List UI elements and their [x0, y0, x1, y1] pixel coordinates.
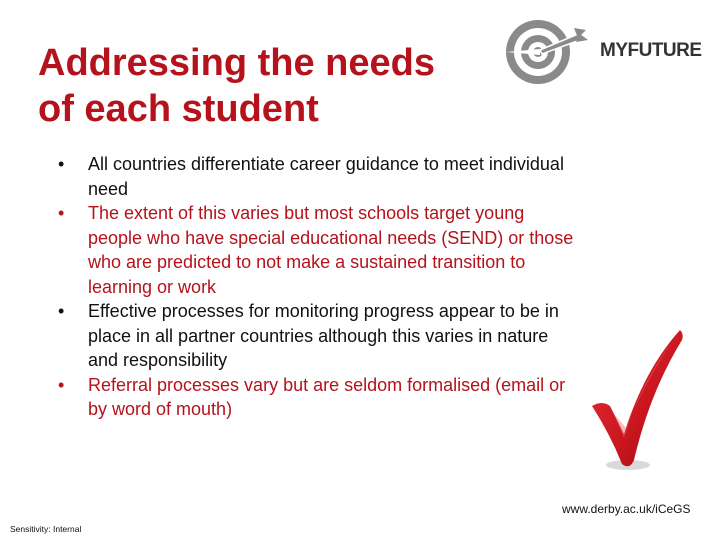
title-line-1: Addressing the needs: [38, 42, 435, 84]
target-arrow-icon: [500, 14, 590, 88]
bullet-text: Effective processes for monitoring progress appear to be in place in all partner countries although this varies in nature and responsibility: [88, 301, 559, 370]
checkmark-icon: [588, 322, 686, 472]
bullet-item: [58, 201, 578, 299]
logo-wordmark: [600, 40, 702, 62]
logo-word-future: FUTURE: [627, 40, 702, 61]
bullet-item: [58, 152, 578, 201]
bullet-text: The extent of this varies but most schools target young people who have special educational needs (SEND) or those who are predicted to not make a sustained transition to learning or work: [88, 203, 574, 297]
logo-word-my: MY: [600, 40, 628, 61]
bullet-list: [58, 152, 578, 422]
myfuture-logo: [500, 14, 710, 88]
sensitivity-label: Sensitivity: Internal: [10, 524, 82, 534]
bullet-dot: •: [58, 374, 65, 395]
title-line-2: of each student: [38, 88, 319, 130]
bullet-item: [58, 373, 578, 422]
bullet-dot: •: [58, 154, 65, 174]
bullet-item: [58, 299, 578, 373]
bullet-text: Referral processes vary but are seldom formalised (email or by word of mouth): [88, 374, 566, 419]
bullet-text: All countries differentiate career guidance to meet individual need: [88, 154, 564, 199]
footer-url: www.derby.ac.uk/iCeGS: [562, 502, 691, 516]
slide-title: [38, 40, 488, 132]
bullet-dot: •: [58, 203, 65, 223]
bullet-dot: •: [58, 301, 65, 321]
